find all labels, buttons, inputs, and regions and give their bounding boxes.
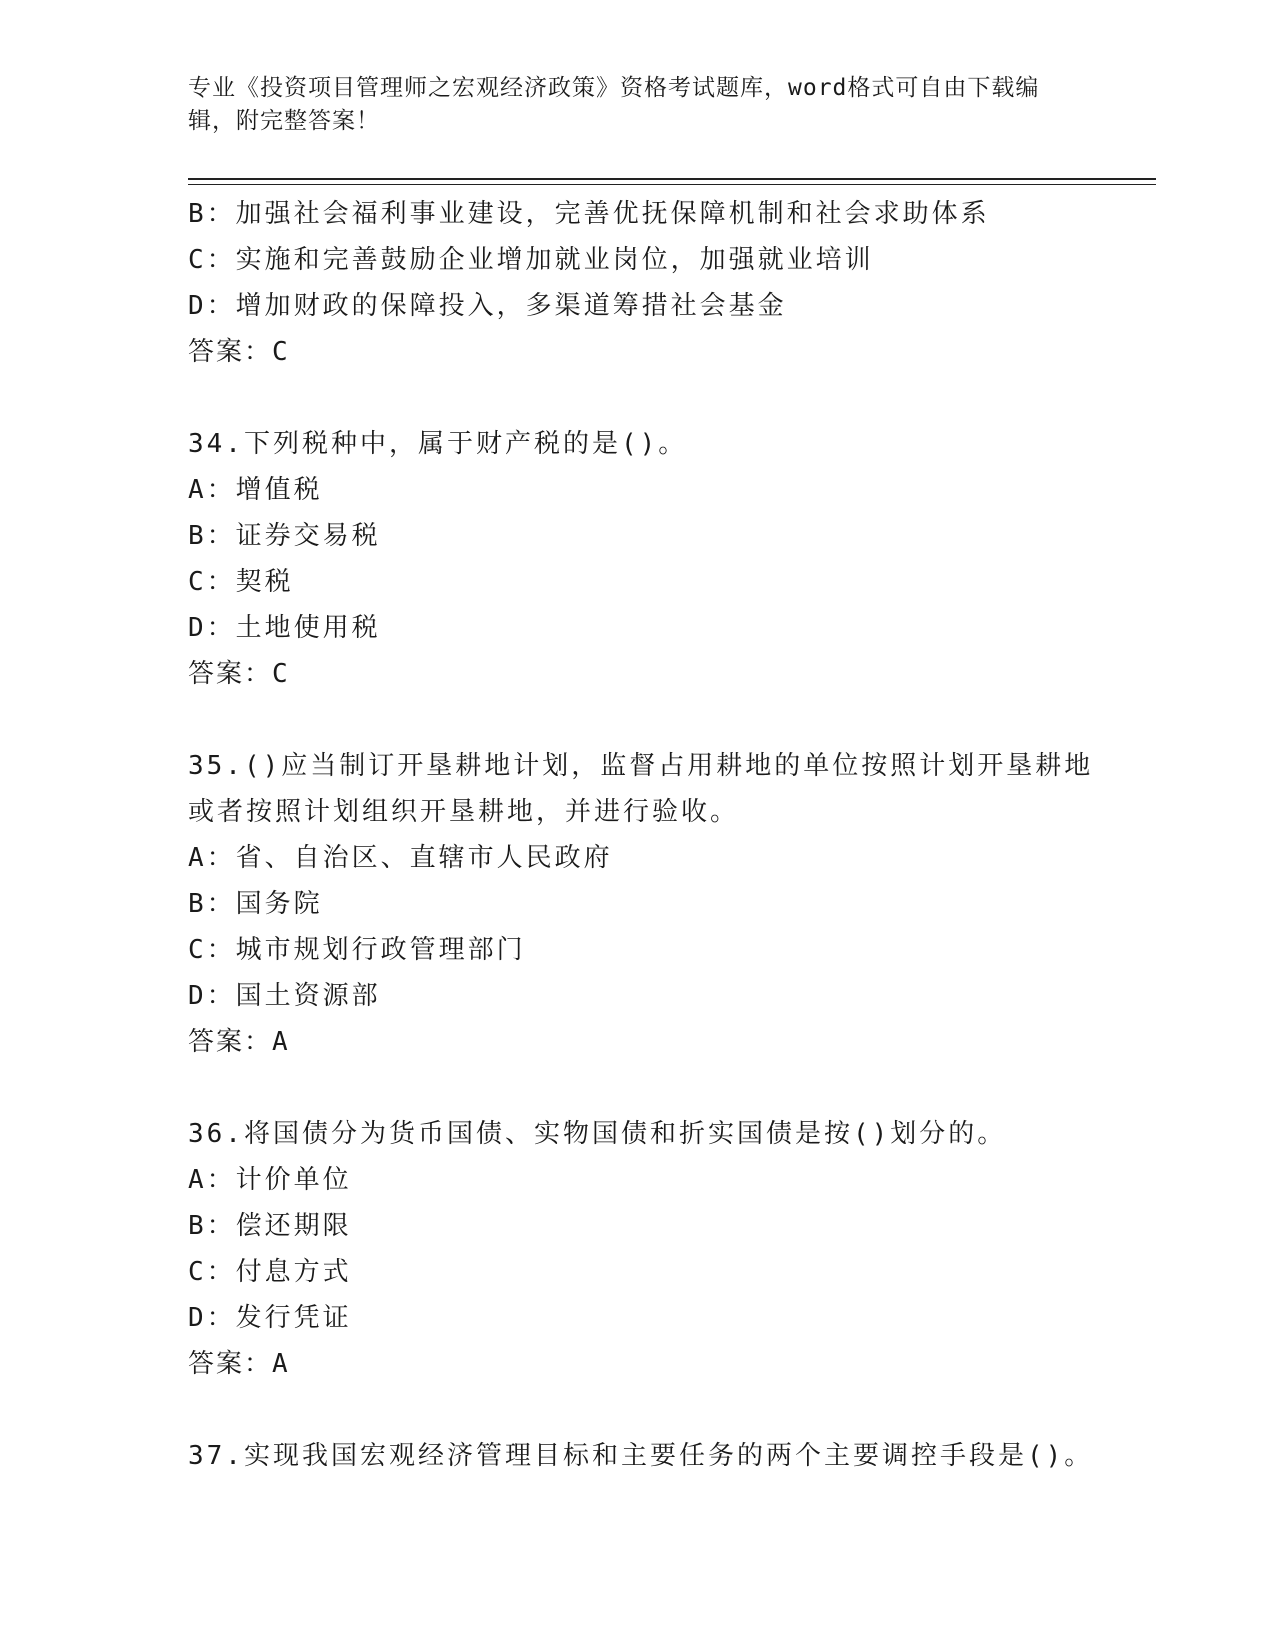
q35-option-b: B：国务院 <box>188 889 323 919</box>
q35-question-line-1: 35.()应当制订开垦耕地计划，监督占用耕地的单位按照计划开垦耕地 <box>188 751 1094 781</box>
spacer <box>188 1065 1088 1111</box>
q37-question: 37.实现我国宏观经济管理目标和主要任务的两个主要调控手段是()。 <box>188 1441 1094 1471</box>
q35-option-d: D：国土资源部 <box>188 981 381 1011</box>
q34-option-c: C：契税 <box>188 567 294 597</box>
document-header <box>188 72 1088 138</box>
q36-option-c: C：付息方式 <box>188 1257 352 1287</box>
q36-option-b: B：偿还期限 <box>188 1211 352 1241</box>
spacer <box>188 1387 1088 1433</box>
q34-option-a: A：增值税 <box>188 475 323 505</box>
question-content <box>188 191 1094 1479</box>
q36-option-d: D：发行凭证 <box>188 1303 352 1333</box>
q36-answer: 答案：A <box>188 1349 290 1379</box>
header-line-1: 专业《投资项目管理师之宏观经济政策》资格考试题库，word格式可自由下载编 <box>188 75 1040 101</box>
q35-option-a: A：省、自治区、直辖市人民政府 <box>188 843 613 873</box>
header-divider-thin <box>188 184 1156 185</box>
q36-question: 36.将国债分为货币国债、实物国债和折实国债是按()划分的。 <box>188 1119 1007 1149</box>
q35-question-line-2: 或者按照计划组织开垦耕地，并进行验收。 <box>188 797 740 827</box>
spacer <box>188 375 1088 421</box>
q33-option-c: C：实施和完善鼓励企业增加就业岗位，加强就业培训 <box>188 245 874 275</box>
q33-answer: 答案：C <box>188 337 290 367</box>
q34-option-b: B：证券交易税 <box>188 521 381 551</box>
q36-option-a: A：计价单位 <box>188 1165 352 1195</box>
q34-question: 34.下列税种中，属于财产税的是()。 <box>188 429 688 459</box>
q33-option-b: B：加强社会福利事业建设，完善优抚保障机制和社会求助体系 <box>188 199 990 229</box>
header-line-2: 辑，附完整答案！ <box>188 108 380 134</box>
spacer <box>188 697 1088 743</box>
q33-option-d: D：增加财政的保障投入，多渠道筹措社会基金 <box>188 291 787 321</box>
header-divider-thick <box>188 178 1156 180</box>
q35-option-c: C：城市规划行政管理部门 <box>188 935 526 965</box>
q34-option-d: D：土地使用税 <box>188 613 381 643</box>
q34-answer: 答案：C <box>188 659 290 689</box>
q35-answer: 答案：A <box>188 1027 290 1057</box>
